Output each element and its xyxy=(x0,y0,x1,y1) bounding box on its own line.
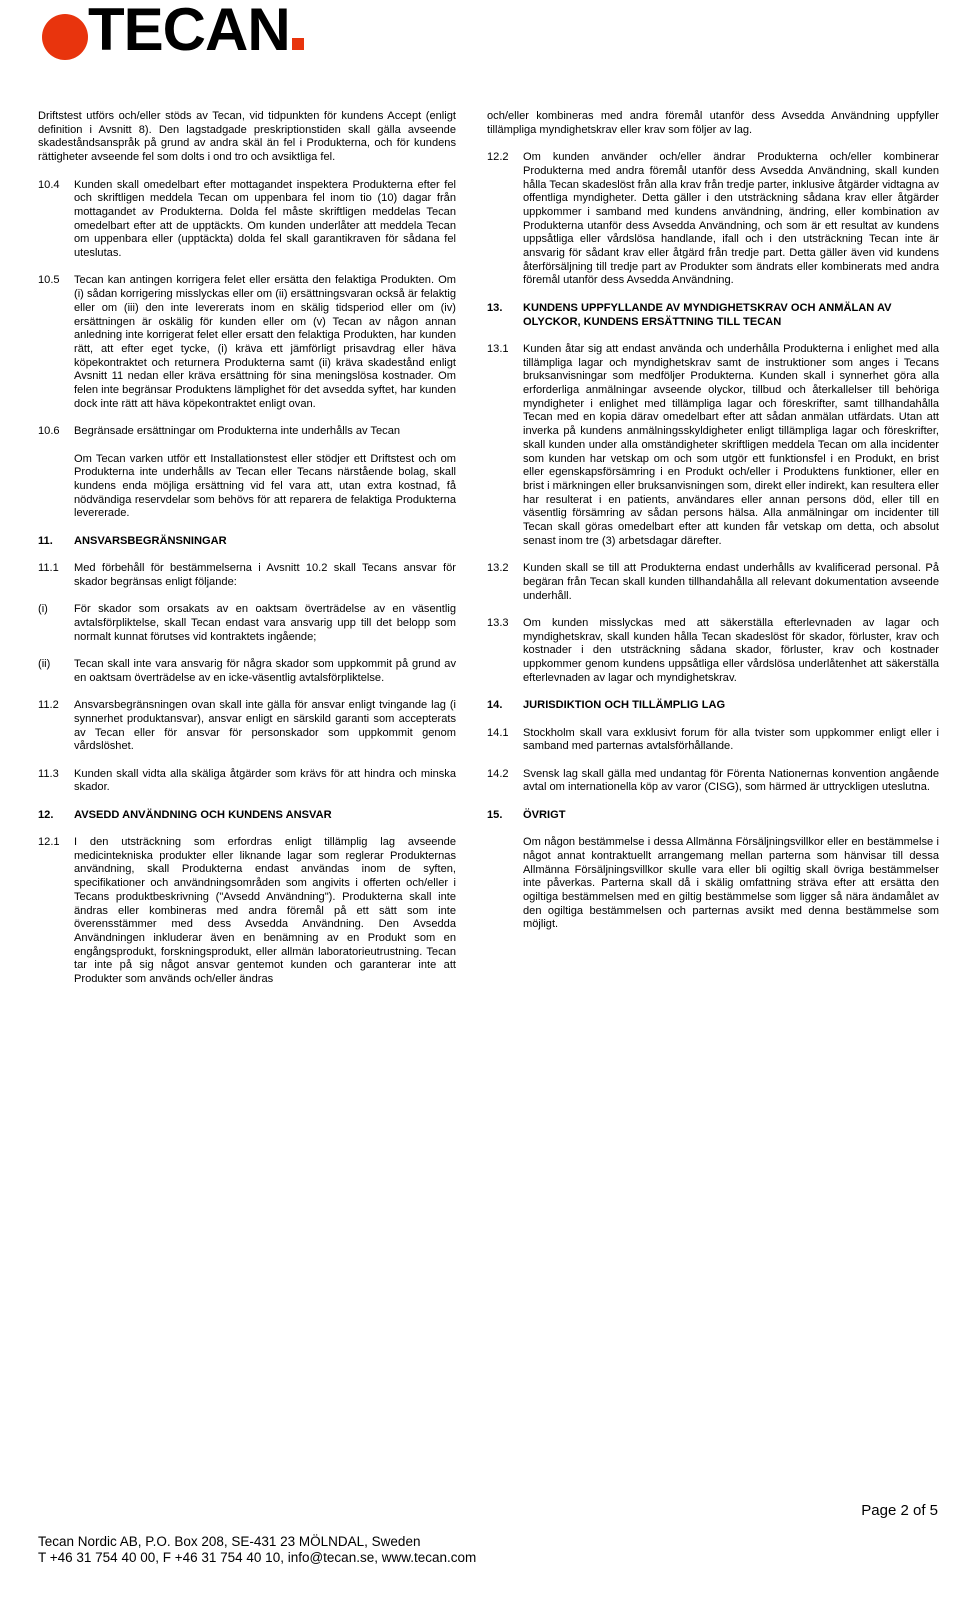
continued-paragraph: och/eller kombineras med andra föremål utanför dess Avsedda Användning uppfyller tillämpliga myndighetskrav eller krav som följer av lag. xyxy=(487,110,939,136)
clause-11-i: (i) För skador som orsakats av en oaktsam överträdelse av en väsentlig avtalsförpliktelse, skall Tecan endast vara ansvarig upp till det belopp som normalt kunnat förutses vid kontraktets ingående; xyxy=(38,603,456,643)
left-column xyxy=(38,110,456,1001)
section-heading-13: 13. KUNDENS UPPFYLLANDE AV MYNDIGHETSKRAV OCH ANMÄLAN AV OLYCKOR, KUNDENS ERSÄTTNING TILL TECAN xyxy=(487,301,892,328)
section-heading-14: 14. JURISDIKTION OCH TILLÄMPLIG LAG xyxy=(487,699,726,712)
logo-dot-icon xyxy=(42,14,88,60)
right-column xyxy=(487,110,939,946)
intro-paragraph: Driftstest utförs och/eller stöds av Tecan, vid tidpunkten för kundens Accept (enligt definition i Avsnitt 8). Den lagstadgade preskriptionstiden skall gälla avseende skadeståndsanspråk på grund av andra skäl än fel i Produkterna, och för kundens rättigheter avseende fel som dolts i ond tro och avsiktliga fel. xyxy=(38,110,456,164)
clause-11-2: 11.2 Ansvarsbegränsningen ovan skall inte gälla för ansvar enligt tvingande lag (i synnerhet produktansvar), ansvar enligt en särskild garanti som accepterats av Tecan eller för ansvar för personskador som uppkommit genom vårdslöshet. xyxy=(38,699,456,753)
clause-12-1: 12.1 I den utsträckning som erfordras enligt tillämplig lag avseende medicintekniska produkter eller liknande lagar som reglerar Produkternas användning, skall Produkterna endast användas inom de syften, specifikationer och användningsområden som angivits i offerten och/eller i Tecans produktbeskrivning ("Avsedd Användning"). Produkterna skall inte ändras eller kombineras med andra föremål på ett sätt som inte överensstämmer med dess Avsedda Användning. Den Avsedda Användningen inkluderar även en benämning av en Produkt som en engångsprodukt, forskningsprodukt, eller allmän laboratorieutrustning. Tecan tar inte på sig något ansvar gentemot kunden och garanterar inte att Produkter som används och/eller ändras xyxy=(38,836,456,986)
section-heading-12: 12. AVSEDD ANVÄNDNING OCH KUNDENS ANSVAR xyxy=(38,808,332,821)
footer-address: Tecan Nordic AB, P.O. Box 208, SE-431 23 MÖLNDAL, Sweden xyxy=(38,1534,421,1549)
clause-14-1: 14.1 Stockholm skall vara exklusivt forum för alla tvister som uppkommer enligt eller i samband med parternas avtalsförhållande. xyxy=(487,726,939,753)
page-number: Page 2 of 5 xyxy=(861,1502,938,1519)
clause-14-2: 14.2 Svensk lag skall gälla med undantag för Förenta Nationernas konvention angående avtal om internationella köp av varor (CISG), som härmed är uttryckligen uteslutna. xyxy=(487,767,939,794)
clause-11-3: 11.3 Kunden skall vidta alla skäliga åtgärder som krävs för att hindra och minska skador. xyxy=(38,767,456,794)
clause-10-4: 10.4 Kunden skall omedelbart efter mottagandet inspektera Produkterna efter fel och skriftligen meddela Tecan om uppenbara fel inom tio (10) dagar från mottagandet av Produkterna. Dolda fel måste skriftligen meddelas Tecan omedelbart efter att de upptäckts. Om kunden underlåter att meddela Tecan om uppenbara eller (upptäckta) dolda fel skall garantikraven för sådana fel uteslutas. xyxy=(38,178,456,260)
clause-10-6: 10.6 Begränsade ersättningar om Produkterna inte underhålls av Tecan xyxy=(38,425,401,438)
clause-10-5: 10.5 Tecan kan antingen korrigera felet eller ersätta den felaktiga Produkten. Om (i) sådan korrigering misslyckas eller om (ii) ersättningsvaran också är felaktig eller om (iii) den inte levererats inom en skälig tidsperiod eller om (iv) ersättningen är oskälig för kunden eller om (v) Tecan av någon annan anledning inte korrigerat felet eller ersatt den felaktiga Produkten, har kunden rätt, att efter eget tycke, (i) kräva ett jämförligt prisavdrag eller häva köpekontraktet och returnera Produkterna samt (ii) kräva skadestånd enligt Avsnitt 11 nedan eller kräva ersättning för sina meningslösa kostnader. Om felen inte begränsar Produktens lämplighet för det avsedda syftet, har kunden dock inte rätt att häva köpekontraktet enligt ovan. xyxy=(38,274,456,410)
section-heading-15: 15. ÖVRIGT xyxy=(487,808,566,821)
clause-11-ii: (ii) Tecan skall inte vara ansvarig för några skador som uppkommit på grund av en oaktsam överträdelse av en icke-väsentlig avtalsförpliktelse. xyxy=(38,658,456,684)
clause-15-body: Om någon bestämmelse i dessa Allmänna Försäljningsvillkor eller en bestämmelse i något annat kontraktuellt arrangemang mellan parterna som hänvisar till dessa Allmänna Försäljningsvillkor skulle vara eller bli ogiltig skall övriga bestämmelser inte påverkas. Parterna skall då i skälig omfattning sträva efter att ersätta den ogiltiga bestämmelsen med en giltig bestämmelse som ligger så nära ändamålet av den ogiltiga bestämmelsen och parternas avsikt med denna bestämmelse som möjligt. xyxy=(523,836,939,931)
footer xyxy=(38,1534,476,1566)
clause-13-3: 13.3 Om kunden misslyckas med att säkerställa efterlevnaden av lagar och myndighetskrav, skall kunden hålla Tecan skadeslöst för skador, förluster, krav och kostnader i den utsträckning sådana skador, förluster, krav och kostnader uppkommer genom kundens uppsåtliga eller vårdslösa underlåtenhet att säkerställa efterlevnaden av lagar och myndighetskrav. xyxy=(487,616,939,684)
footer-contact: T +46 31 754 40 00, F +46 31 754 40 10, info@tecan.se, www.tecan.com xyxy=(38,1550,477,1565)
logo-wordmark: TECAN xyxy=(88,0,304,60)
section-heading-11: 11. ANSVARSBEGRÄNSNINGAR xyxy=(38,534,227,547)
clause-10-6-body: Om Tecan varken utför ett Installationstest eller stödjer ett Driftstest och om Produkterna inte underhålls av Tecan eller Tecans närstående bolag, skall kundens enda möjliga ersättning vid fel vara att, utan extra kostnad, få nödvändiga reservdelar som behövs för att reparera de felaktiga Produkterna levererade. xyxy=(74,452,456,520)
clause-13-2: 13.2 Kunden skall se till att Produkterna endast underhålls av kvalificerad personal. På begäran från Tecan skall kunden tillhandahålla all relevant dokumentation avseende underhåll. xyxy=(487,562,939,602)
clause-12-2: 12.2 Om kunden använder och/eller ändrar Produkterna och/eller kombinerar Produkterna med andra föremål utanför dess Avsedda Användning, skall kunden hålla Tecan skadeslöst från alla krav från tredje parter, inklusive åtgärder vidtagna av offentliga myndigheter. Detta gäller i den utsträckning sådana krav eller åtgärder uppkommer i samband med kundens användning, ändring, eller kombination av Produkterna utanför dess Avsedda Användning, och som är ett resultat av kundens uppsåtliga eller vårdslösa handlande, ifall och i den utsträckning Tecan inte är ansvarig för sådant krav eller åtgärd från tredje part. Detta gäller även vid kundens återförsäljning till tredje part av Produkter som ändrats eller kombinerats med andra föremål utanför dess Avsedda Användning. xyxy=(487,151,939,287)
clause-11-1: 11.1 Med förbehåll för bestämmelserna i Avsnitt 10.2 skall Tecans ansvar för skador begränsas enligt följande: xyxy=(38,562,456,588)
clause-13-1: 13.1 Kunden åtar sig att endast använda och underhålla Produkterna i enlighet med alla tillämpliga lagar och myndighetskrav samt de instruktioner som anges i Tecans bruksanvisningar som medföljer Produkterna. Kunden skall i synnerhet göra alla erforderliga anmälningar avseende olyckor, tillbud och återkallelser till behöriga myndigheter i enlighet med tillämpliga lagar och föreskrifter, samt tillhandahålla Tecan med en kopia därav omedelbart efter att sådan anmälan utfärdats. Utan att inverka på kundens anmälningsskyldigheter enligt tillämpliga lagar och föreskrifter, skall kunden under alla omständigheter skriftligen meddela Tecan om alla incidenter som kunden har vetskap om och som utgör ett funktionsfel i en Produkt, en brist eller egenskapsförsämring i en Produkt och/eller i Produktens funktioner, eller en brist i märkningen eller bruksanvisningen som, direkt eller indirekt, kan resultera eller har resulterat i en patients, användares eller annan persons död, eller till en väsentlig försämring av sådan persons hälsa. Alla anmälningar om incidenter till Tecan skall göras omedelbart efter att kunden får vetskap om detta, och absolut senast inom tre (3) arbetsdagar därefter. xyxy=(487,342,939,547)
